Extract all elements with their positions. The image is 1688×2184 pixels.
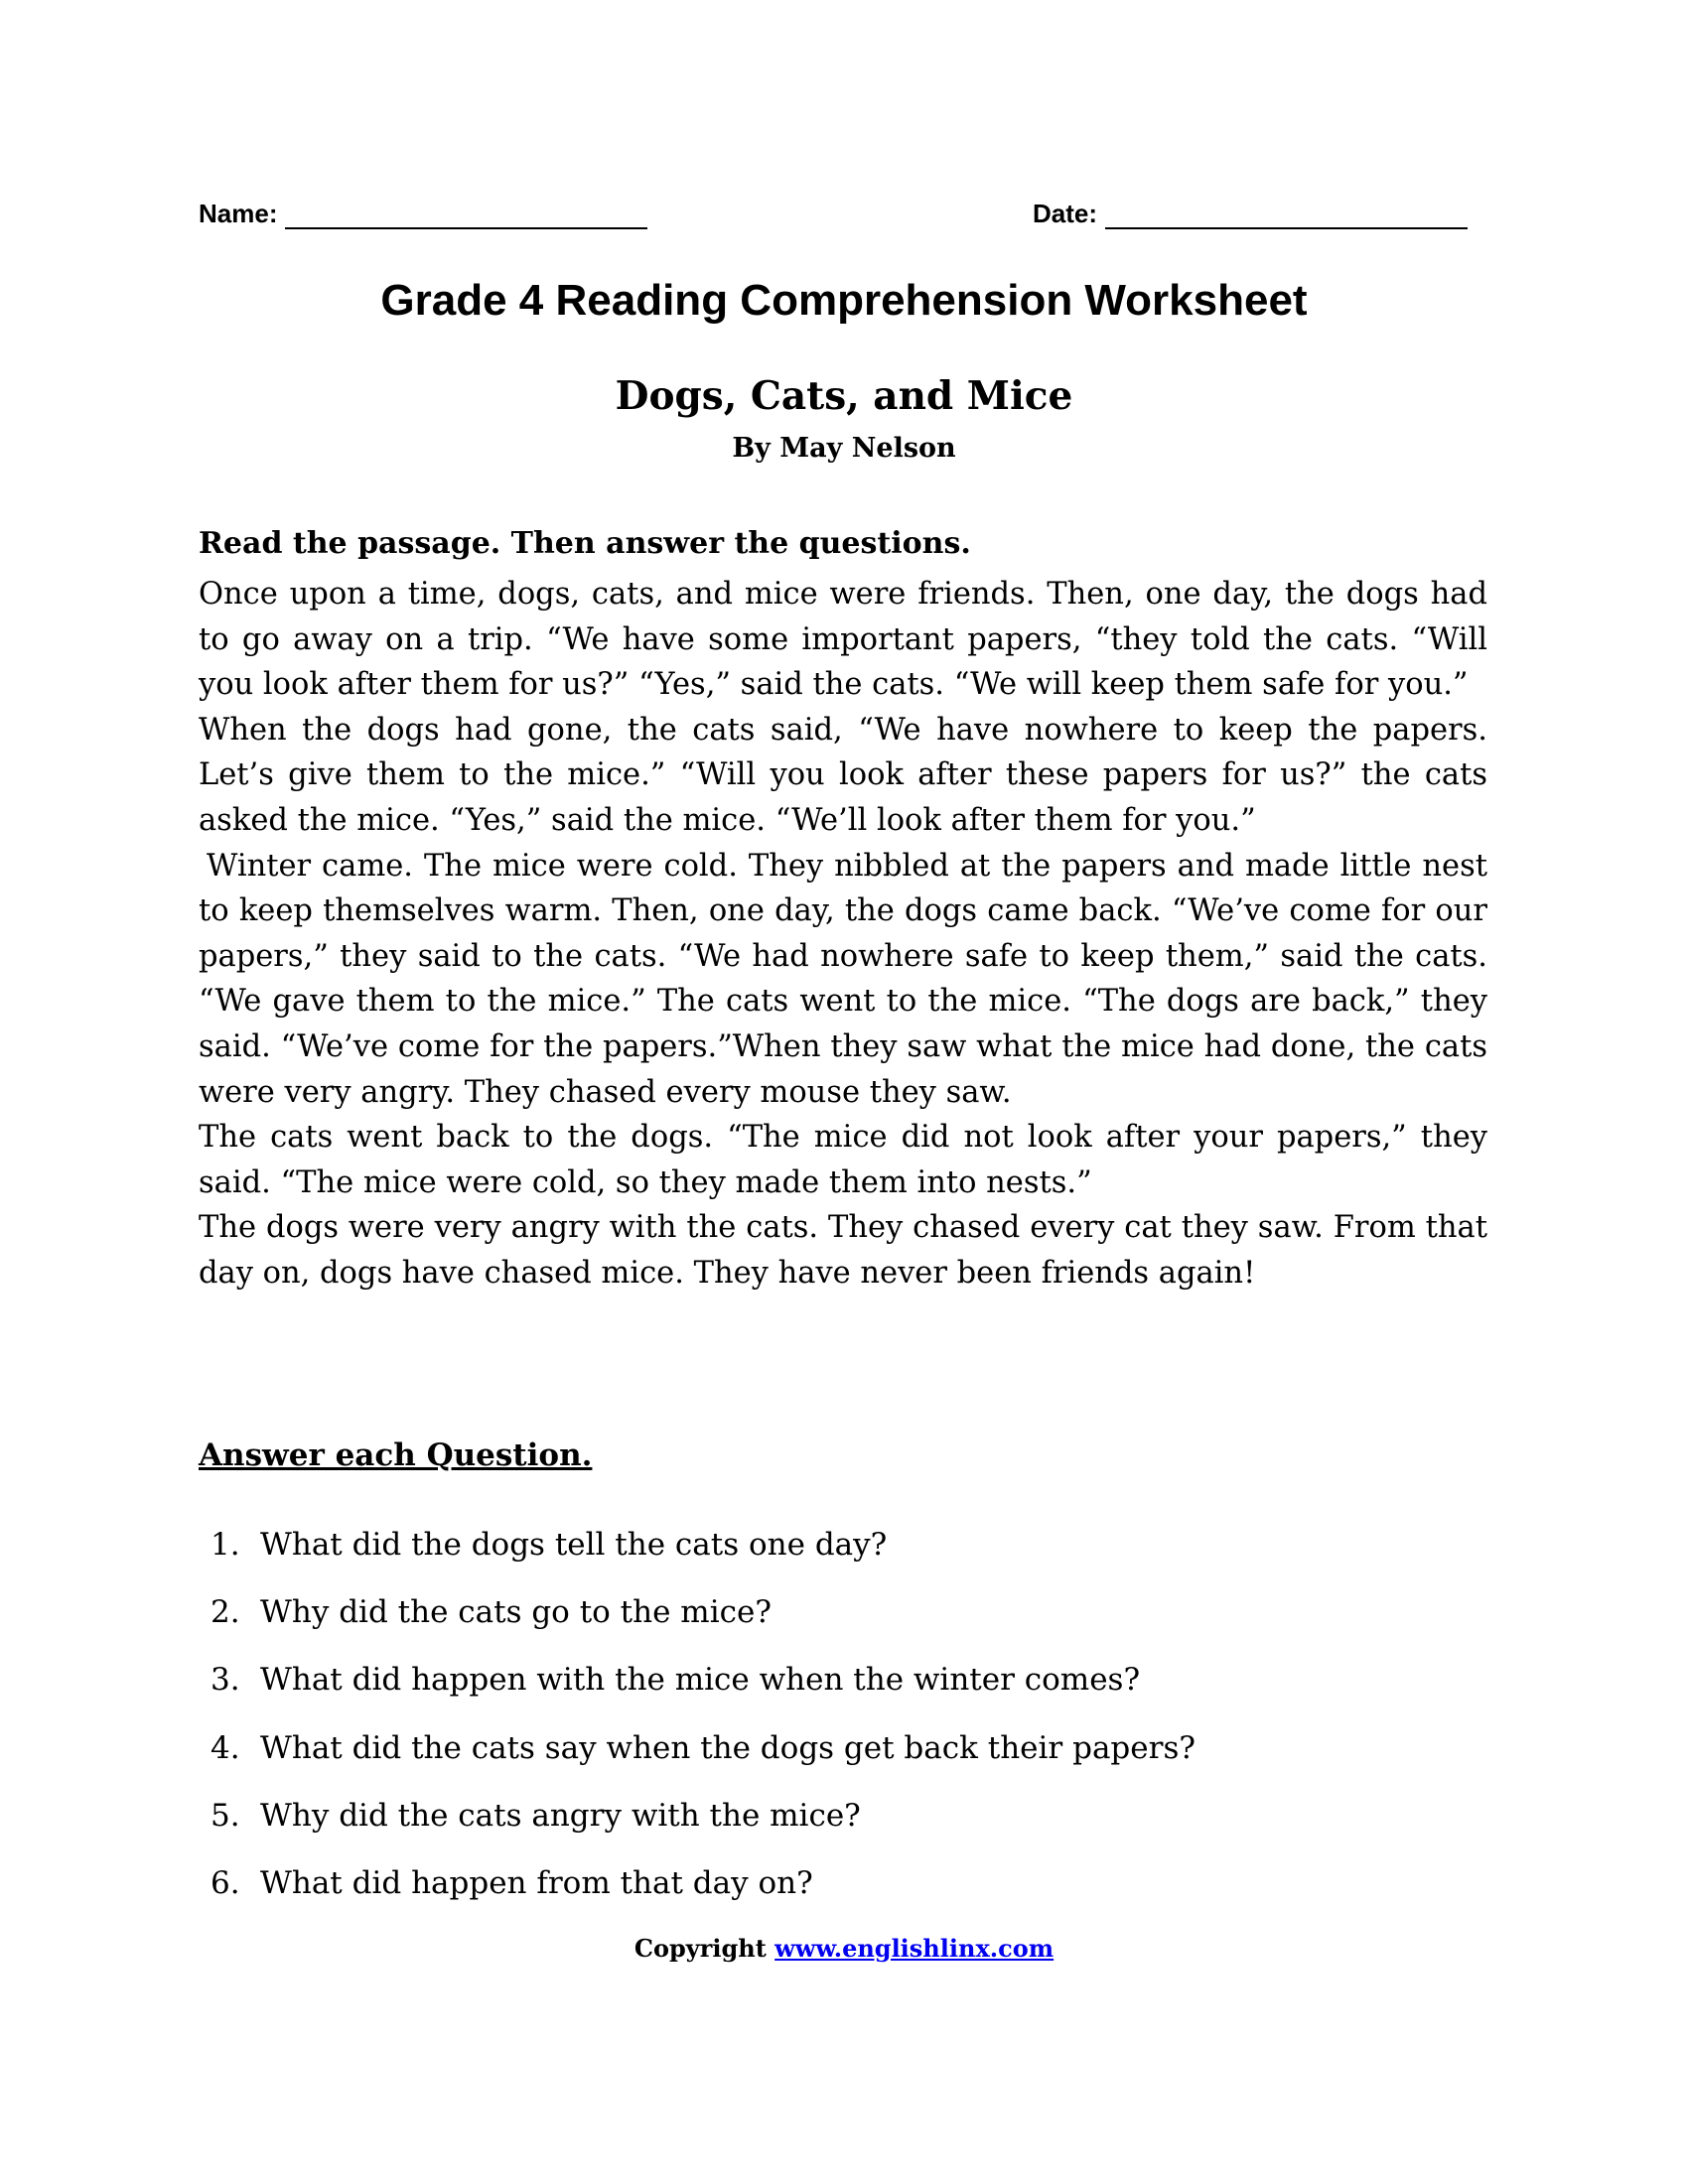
instructions: Read the passage. Then answer the questions. [199, 526, 971, 561]
questions-heading: Answer each Question. [199, 1437, 593, 1473]
date-field[interactable] [1033, 199, 1468, 229]
question-item [211, 1865, 1196, 1933]
question-number: 6. [211, 1864, 240, 1901]
story-author: By May Nelson [732, 433, 956, 464]
question-text: What did the cats say when the dogs get back their papers? [260, 1729, 1196, 1766]
question-item [211, 1798, 1196, 1865]
question-text: What did happen from that day on? [260, 1864, 813, 1901]
passage-paragraph: Winter came. The mice were cold. They nibbled at the papers and made little nest to keep themselves warm. Then, one day, the dogs came back. “We’ve come for our papers,” they said to the cats. “We had nowhere safe to keep them,” said the cats. “We gave them to the mice.” The cats went to the mice. “The dogs are back,” they said. “We’ve come for the papers.”When they saw what the mice had done, the cats were very angry. They chased every mouse they saw. [199, 848, 1487, 1110]
question-number: 3. [211, 1662, 240, 1699]
passage-paragraph: The dogs were very angry with the cats. They chased every cat they saw. From that day on, dogs have chased mice. They have never been friends again! [199, 1210, 1487, 1291]
question-text: Why did the cats angry with the mice? [260, 1797, 861, 1834]
passage-paragraph: The cats went back to the dogs. “The mice did not look after your papers,” they said. “The mice were cold, so they made them into nests.” [199, 1120, 1487, 1200]
question-text: What did happen with the mice when the winter comes? [260, 1662, 1141, 1699]
name-blank-line[interactable] [285, 204, 647, 229]
date-label: Date: [1033, 199, 1098, 228]
question-text: What did the dogs tell the cats one day? [260, 1527, 888, 1563]
header-fields [199, 199, 1489, 238]
question-item [211, 1594, 1196, 1662]
name-label: Name: [199, 199, 278, 228]
date-blank-line[interactable] [1105, 204, 1468, 229]
question-text: Why did the cats go to the mice? [260, 1594, 772, 1631]
question-item [211, 1527, 1196, 1594]
passage-paragraph: Once upon a time, dogs, cats, and mice were friends. Then, one day, the dogs had to go away on a trip. “We have some important papers, “they told the cats. “Will you look after them for us?” “Yes,” said the cats. “We will keep them safe for you.” [199, 577, 1487, 703]
question-number: 1. [211, 1527, 240, 1563]
worksheet-title: Grade 4 Reading Comprehension Worksheet [380, 276, 1308, 325]
question-item [211, 1730, 1196, 1798]
copyright-label: Copyright [633, 1934, 767, 1963]
copyright-footer [0, 1934, 1688, 1963]
passage [199, 572, 1487, 1297]
question-item [211, 1662, 1196, 1729]
story-title: Dogs, Cats, and Mice [615, 373, 1073, 419]
name-field[interactable] [199, 199, 647, 229]
question-number: 2. [211, 1594, 240, 1631]
question-number: 5. [211, 1797, 240, 1834]
passage-paragraph: When the dogs had gone, the cats said, “We have nowhere to keep the papers. Let’s give them to the mice.” “Will you look after these papers for us?” the cats asked the mice. “Yes,” said the mice. “We’ll look after them for you.” [199, 712, 1487, 838]
question-list [211, 1527, 1196, 1933]
copyright-link[interactable]: www.englishlinx.com [774, 1934, 1055, 1963]
question-number: 4. [211, 1729, 240, 1766]
